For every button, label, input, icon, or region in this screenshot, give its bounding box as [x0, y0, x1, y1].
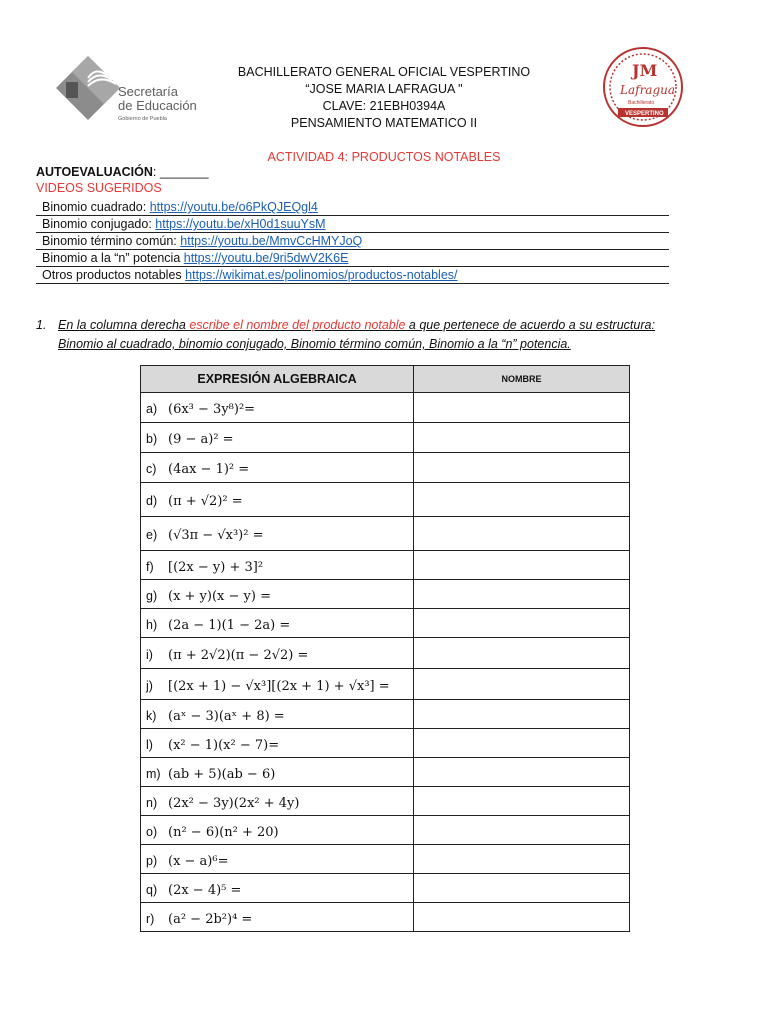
video-label: Binomio a la “n” potencia: [42, 251, 184, 265]
expression-cell: [141, 551, 414, 580]
table-row: [141, 700, 630, 729]
table-header-row: [141, 366, 630, 393]
video-item: [36, 250, 669, 267]
row-label: n): [146, 795, 158, 810]
nombre-answer-cell[interactable]: [414, 423, 630, 453]
instruction-highlight: escribe el nombre del producto notable: [189, 318, 406, 332]
instruction-part2: a que pertenece de acuerdo a su estructura:: [405, 318, 655, 332]
expression-cell: [141, 609, 414, 638]
table-row: [141, 903, 630, 932]
expression-text: (2a − 1)(1 − 2a) =: [168, 617, 291, 633]
secretaria-educacion-logo: [48, 52, 198, 132]
expression-text: (√3π − √x³)² =: [168, 528, 264, 543]
videos-list: [36, 199, 669, 284]
instruction: [36, 316, 736, 354]
logo-line1: Secretaría: [118, 84, 178, 99]
video-link[interactable]: https://youtu.be/9ri5dwV2K6E: [183, 251, 349, 265]
nombre-answer-cell[interactable]: [414, 453, 630, 483]
table-row: [141, 787, 630, 816]
logo-sub: Gobierno de Puebla: [118, 116, 167, 122]
expression-cell: [141, 700, 414, 729]
autoevaluacion-label: AUTOEVALUACIÓN: [36, 165, 153, 179]
table-row: [141, 729, 630, 758]
table-row: [141, 816, 630, 845]
expression-text: (π + √2)² =: [168, 494, 243, 509]
autoevaluacion-field: [36, 165, 209, 179]
seal-name: Lafragua: [620, 83, 676, 97]
video-label: Binomio conjugado:: [42, 217, 156, 231]
nombre-answer-cell[interactable]: [414, 758, 630, 787]
table-row: [141, 453, 630, 483]
table-row: [141, 483, 630, 517]
video-item: [36, 199, 669, 216]
row-label: f): [146, 559, 154, 574]
table-row: [141, 551, 630, 580]
seal-initials: JM: [632, 61, 658, 80]
secretaria-logo-emblem: [48, 52, 198, 132]
table-row: [141, 609, 630, 638]
expression-cell: [141, 423, 414, 453]
row-label: b): [146, 432, 158, 446]
expression-text: (x − a)⁶=: [168, 853, 229, 869]
school-patron: “JOSE MARIA LAFRAGUA ": [305, 82, 463, 96]
nombre-answer-cell[interactable]: [414, 787, 630, 816]
expression-cell: [141, 903, 414, 932]
video-link[interactable]: https://youtu.be/MmvCcHMYJoQ: [180, 234, 363, 248]
autoevaluacion-blank: : _______: [152, 165, 209, 179]
lafragua-seal-emblem: [602, 46, 684, 128]
expression-cell: [141, 393, 414, 423]
expression-text: (9 − a)² =: [168, 432, 234, 447]
row-label: e): [146, 528, 158, 542]
expression-text: (aˣ − 3)(aˣ + 8) =: [168, 708, 285, 724]
nombre-answer-cell[interactable]: [414, 729, 630, 758]
expression-cell: [141, 580, 414, 609]
expression-text: (2x − 4)⁵ =: [168, 882, 242, 898]
row-label: q): [146, 882, 158, 897]
nombre-answer-cell[interactable]: [414, 700, 630, 729]
nombre-answer-cell[interactable]: [414, 845, 630, 874]
video-label: Binomio cuadrado:: [42, 200, 150, 214]
table-row: [141, 517, 630, 551]
table-row: [141, 758, 630, 787]
expression-cell: [141, 483, 414, 517]
school-header: [200, 64, 568, 132]
row-label: h): [146, 617, 158, 632]
expression-cell: [141, 669, 414, 700]
table-row: [141, 638, 630, 669]
instruction-number: 1.: [36, 318, 47, 332]
expression-cell: [141, 638, 414, 669]
nombre-answer-cell[interactable]: [414, 483, 630, 517]
nombre-answer-cell[interactable]: [414, 580, 630, 609]
video-label: Otros productos notables: [42, 268, 186, 282]
video-link[interactable]: https://wikimat.es/polinomios/productos-notables/: [185, 268, 458, 282]
nombre-answer-cell[interactable]: [414, 816, 630, 845]
row-label: l): [146, 737, 153, 752]
column-header-nombre: NOMBRE: [414, 366, 630, 393]
expression-text: (ab + 5)(ab − 6): [168, 766, 276, 782]
expression-text: (x + y)(x − y) =: [168, 588, 271, 604]
row-label: i): [146, 647, 153, 662]
expression-cell: [141, 453, 414, 483]
school-name: BACHILLERATO GENERAL OFICIAL VESPERTINO: [237, 65, 531, 79]
video-item: [36, 216, 669, 233]
video-link[interactable]: https://youtu.be/o6PkQJEQgl4: [149, 200, 318, 214]
expression-text: [(2x + 1) − √x³][(2x + 1) + √x³] =: [168, 678, 390, 694]
expression-cell: [141, 816, 414, 845]
subject-name: PENSAMIENTO MATEMATICO II: [290, 116, 478, 130]
column-header-expresion: EXPRESIÓN ALGEBRAICA: [141, 366, 414, 393]
video-item: [36, 267, 669, 284]
table-row: [141, 874, 630, 903]
lafragua-seal-logo: [602, 46, 684, 128]
row-label: o): [146, 824, 158, 839]
expression-cell: [141, 729, 414, 758]
expression-cell: [141, 845, 414, 874]
expression-text: (π + 2√2)(π − 2√2) =: [168, 647, 309, 663]
expression-text: (n² − 6)(n² + 20): [168, 824, 279, 840]
expressions-table: [140, 365, 630, 932]
table-row: [141, 393, 630, 423]
row-label: m): [146, 766, 161, 781]
nombre-answer-cell[interactable]: [414, 517, 630, 551]
expression-cell: [141, 758, 414, 787]
video-link[interactable]: https://youtu.be/xH0d1suuYsM: [155, 217, 326, 231]
logo-line2: de Educación: [118, 98, 197, 113]
table-row: [141, 580, 630, 609]
table-row: [141, 423, 630, 453]
expression-cell: [141, 874, 414, 903]
expression-text: [(2x − y) + 3]²: [168, 559, 264, 575]
table-row: [141, 669, 630, 700]
row-label: r): [146, 911, 155, 926]
row-label: g): [146, 588, 158, 603]
nombre-answer-cell[interactable]: [414, 874, 630, 903]
expression-text: (4ax − 1)² =: [168, 462, 250, 477]
nombre-answer-cell[interactable]: [414, 551, 630, 580]
seal-motto: Bachillerato: [628, 100, 655, 106]
expression-text: (a² − 2b²)⁴ =: [168, 911, 253, 927]
seal-ribbon: VESPERTINO: [625, 111, 664, 117]
instruction-part1: En la columna derecha: [58, 318, 190, 332]
video-item: [36, 233, 669, 250]
videos-title: VIDEOS SUGERIDOS: [36, 181, 162, 195]
expression-text: (2x² − 3y)(2x² + 4y): [168, 795, 300, 811]
row-label: j): [146, 678, 153, 693]
row-label: d): [146, 494, 158, 508]
row-label: p): [146, 853, 158, 868]
row-label: c): [146, 462, 157, 476]
nombre-answer-cell[interactable]: [414, 903, 630, 932]
expression-cell: [141, 787, 414, 816]
table-row: [141, 845, 630, 874]
nombre-answer-cell[interactable]: [414, 669, 630, 700]
video-label: Binomio término común:: [42, 234, 181, 248]
school-key: CLAVE: 21EBH0394A: [322, 99, 446, 113]
nombre-answer-cell[interactable]: [414, 609, 630, 638]
expression-text: (x² − 1)(x² − 7)=: [168, 737, 280, 753]
expression-cell: [141, 517, 414, 551]
nombre-answer-cell[interactable]: [414, 638, 630, 669]
row-label: a): [146, 402, 158, 416]
instruction-options: Binomio al cuadrado, binomio conjugado, Binomio término común, Binomio a la “n” potencia.: [58, 337, 571, 351]
expression-text: (6x³ − 3y⁸)²=: [168, 402, 256, 417]
row-label: k): [146, 708, 157, 723]
nombre-answer-cell[interactable]: [414, 393, 630, 423]
activity-title: ACTIVIDAD 4: PRODUCTOS NOTABLES: [267, 150, 501, 164]
